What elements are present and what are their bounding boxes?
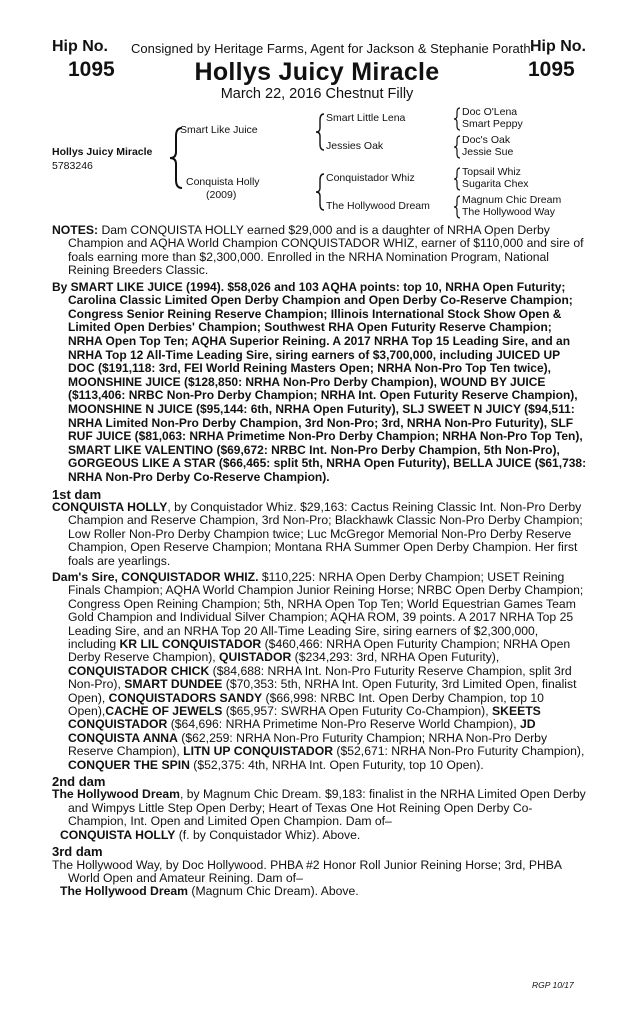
dams-sire-paragraph xyxy=(52,571,588,772)
pedigree-ds-dam: Sugarita Chex xyxy=(462,178,529,190)
pedigree-ss-sire: Doc O'Lena xyxy=(462,106,518,118)
notes-text: Dam CONQUISTA HOLLY earned $29,000 and is a daughter of NRHA Open Derby Champion and AQHA World Champion CONQUISTADOR WHIZ, earner of $110,000 and sire of foals earning more than $2,300,000. Enrolled in the NRHA Nomination Program, National Reining Breeders Classic. xyxy=(68,223,584,278)
third-dam-produce-text: (Magnum Chic Dream). Above. xyxy=(188,884,359,899)
pedigree-dd-dam: The Hollywood Way xyxy=(462,206,555,218)
pedigree-sire-sire: Smart Little Lena xyxy=(326,112,406,124)
dd-brace xyxy=(452,195,462,219)
second-dam-paragraph xyxy=(52,788,588,828)
offspring-record: ($460,466: NRHA Open Futurity Champion; NRHA Open Derby Reserve Champion), xyxy=(68,637,571,665)
first-dam-heading: 1st dam xyxy=(52,486,102,502)
offspring-record: ($65,957: SWRHA Open Futurity Co-Champion), xyxy=(222,704,493,719)
offspring-name: LITN UP CONQUISTADOR xyxy=(183,744,334,759)
pedigree-sd-dam: Jessie Sue xyxy=(462,146,514,158)
pedigree-sd-sire: Doc's Oak xyxy=(462,134,511,146)
second-dam-produce xyxy=(60,829,588,842)
offspring-record: ($64,696: NRHA Primetime Non-Pro Reserve World Champion), xyxy=(167,717,520,732)
catalog-body xyxy=(52,224,588,899)
hip-label-left: Hip No. xyxy=(52,38,108,55)
offspring-record: ($70,353: 5th, NRHA Int. Open Futurity, 3rd Limited Open, finalist Open), xyxy=(68,677,577,705)
consignor-line: Consigned by Heritage Farms, Agent for Jackson & Stephanie Porath xyxy=(131,41,531,56)
pedigree-dam-year: (2009) xyxy=(206,189,237,201)
pedigree-dd-sire: Magnum Chic Dream xyxy=(462,194,562,206)
offspring-name: CACHE OF JEWELS xyxy=(105,704,223,719)
first-dam-paragraph xyxy=(52,501,588,568)
pedigree-sire: Smart Like Juice xyxy=(180,124,258,136)
pedigree-subject: Hollys Juicy Miracle xyxy=(52,146,153,158)
registration-number: 5783246 xyxy=(52,160,93,172)
pedigree-sire-dam: Jessies Oak xyxy=(326,140,384,152)
notes-paragraph xyxy=(52,224,588,278)
offspring-name: CONQUER THE SPIN xyxy=(68,757,190,772)
hip-label-right: Hip No. xyxy=(530,38,586,55)
offspring-name: SKEETS CONQUISTADOR xyxy=(68,704,541,732)
hip-number-right: 1095 xyxy=(528,58,575,81)
offspring-record: ($84,688: NRHA Int. Non-Pro Futurity Reserve Champion, split 3rd Non-Pro), xyxy=(68,663,572,692)
dams-sire-name: CONQUISTADOR WHIZ. xyxy=(121,569,259,584)
pedigree-ss-dam: Smart Peppy xyxy=(462,118,523,130)
dams-sire-text: $110,225: NRHA Open Derby Champion; USET Reining Finals Champion; AQHA World Champion Junior Reining Horse; NRBC Open Derby Champion; Congress Open Reining Champion; 5th, NRHA Open Top Ten; World Equestrian Games Team Gold Champion and Individual Silver Champion; AQHA ROM, 39 points. A 2017 NRHA Top 25 Leading Sire, and an NRHA Top 20 All-Time Leading Sire, siring earners of $2,300,000, including xyxy=(68,569,584,651)
sire-brace xyxy=(314,112,326,152)
footer-code: RGP 10/17 xyxy=(532,980,574,990)
third-dam-produce xyxy=(60,885,588,898)
offspring-record: ($66,998: NRBC Int. Open Derby Champion, top 10 Open), xyxy=(68,690,544,719)
offspring-record: ($234,293: 3rd, NRHA Open Futurity), xyxy=(291,650,500,665)
pedigree-ds-sire: Topsail Whiz xyxy=(462,166,521,178)
dams-sire-label: Dam's Sire, xyxy=(52,569,118,584)
third-dam-heading: 3rd dam xyxy=(52,844,103,860)
sd-brace xyxy=(452,135,462,159)
first-dam-text: , by Conquistador Whiz. $29,163: Cactus Reining Classic Int. Non-Pro Derby Champion and Reserve Champion, 3rd Non-Pro; Blackhawk Classic Non-Pro Derby Champion; Low Roller Non-Pro Derby Champion twice; Luc McGregor Memorial Non-Pro Derby Reserve Champion, Open Reserve Champion; Montana RHA Summer Open Derby Champion. Her first foals are yearlings. xyxy=(68,499,583,568)
offspring-record: ($62,259: NRHA Non-Pro Futurity Champion; NRHA Non-Pro Derby Reserve Champion), xyxy=(68,730,548,759)
second-dam-produce-text: (f. by Conquistador Whiz). Above. xyxy=(175,827,361,842)
second-dam-name: The Hollywood Dream xyxy=(52,787,180,802)
offspring-name: SMART DUNDEE xyxy=(124,677,223,692)
foaling-info: March 22, 2016 Chestnut Filly xyxy=(220,86,414,102)
second-dam-produce-name: CONQUISTA HOLLY xyxy=(60,827,176,842)
ss-brace xyxy=(452,107,462,131)
first-dam-name: CONQUISTA HOLLY xyxy=(52,499,168,514)
offspring-name: CONQUISTADORS SANDY xyxy=(108,690,263,705)
sire-paragraph: By SMART LIKE JUICE (1994). $58,026 and 103 AQHA points: top 10, NRHA Open Futurity; Carolina Classic Limited Open Derby Champion and Open Derby Co-Reserve Champion; Congress Senior Reining Reserve Champion; Illinois International Stock Show Open & Limited Open Derbies' Champion; Southwest RHA Open Futurity Reserve Champion; NRHA Open Top Ten; AQHA Superior Reining. A 2017 NRHA Top 15 Leading Sire, and an NRHA Top 12 All-Time Leading Sire, siring earners of $3,700,000, including JUICED UP DOC ($191,118: 3rd, FEI World Reining Masters Open; NRHA Non-Pro Top Ten twice), MOONSHINE JUICE ($128,850: NRHA Non-Pro Derby Champion), WOUND BY JUICE ($113,406: NRBC Non-Pro Derby Champion; NRHA Int. Open Futurity Reserve Champion), MOONSHINE N JUICE ($95,144: 6th, NRHA Open Futurity), SLJ SWEET N JUICY ($94,511: NRHA Limited Non-Pro Derby Champion, 3rd Non-Pro; 3rd, NRHA Non-Pro Futurity), SLF RUF JUICE ($81,063: NRHA Primetime Non-Pro Derby Champion; NRHA Non-Pro Top Ten), SMART LIKE VALENTINO ($69,672: NRBC Int. Non-Pro Derby Champion, 5th Non-Pro), GORGEOUS LIKE A STAR ($66,465: split 5th, NRHA Open Futurity), BELLA JUICE ($61,738: NRHA Non-Pro Derby Co-Reserve Champion). xyxy=(52,279,587,484)
notes-label: NOTES: xyxy=(52,223,99,237)
offspring-name: QUISTADOR xyxy=(219,650,292,665)
offspring-record: ($52,375: 4th, NRHA Int. Open Futurity, top 10 Open). xyxy=(189,757,484,772)
pedigree-dam-dam: The Hollywood Dream xyxy=(326,200,430,212)
second-dam-heading: 2nd dam xyxy=(52,774,106,790)
horse-name-title: Hollys Juicy Miracle xyxy=(194,58,440,86)
hip-number-left: 1095 xyxy=(68,58,115,81)
pedigree-dam: Conquista Holly xyxy=(186,176,260,188)
offspring-name: KR LIL CONQUISTADOR xyxy=(119,637,262,651)
pedigree-dam-sire: Conquistador Whiz xyxy=(326,172,415,184)
offspring-name: CONQUISTADOR CHICK xyxy=(68,663,210,678)
third-dam-produce-name: The Hollywood Dream xyxy=(60,884,188,899)
second-dam-text: , by Magnum Chic Dream. $9,183: finalist in the NRHA Limited Open Derby and Wimpys Little Step Open Derby; Heart of Texas One Hot Reining Open Derby Co-Champion, Int. Open and Limited Open Champion. Dam of– xyxy=(68,787,586,829)
dam-brace xyxy=(314,172,326,212)
offspring-name: JD CONQUISTA ANNA xyxy=(68,717,536,745)
ds-brace xyxy=(452,167,462,191)
third-dam-paragraph: The Hollywood Way, by Doc Hollywood. PHBA #2 Honor Roll Junior Reining Horse; 3rd, PHBA World Open and Amateur Reining. Dam of– xyxy=(52,857,562,885)
offspring-record: ($52,671: NRHA Non-Pro Futurity Champion), xyxy=(333,744,585,759)
